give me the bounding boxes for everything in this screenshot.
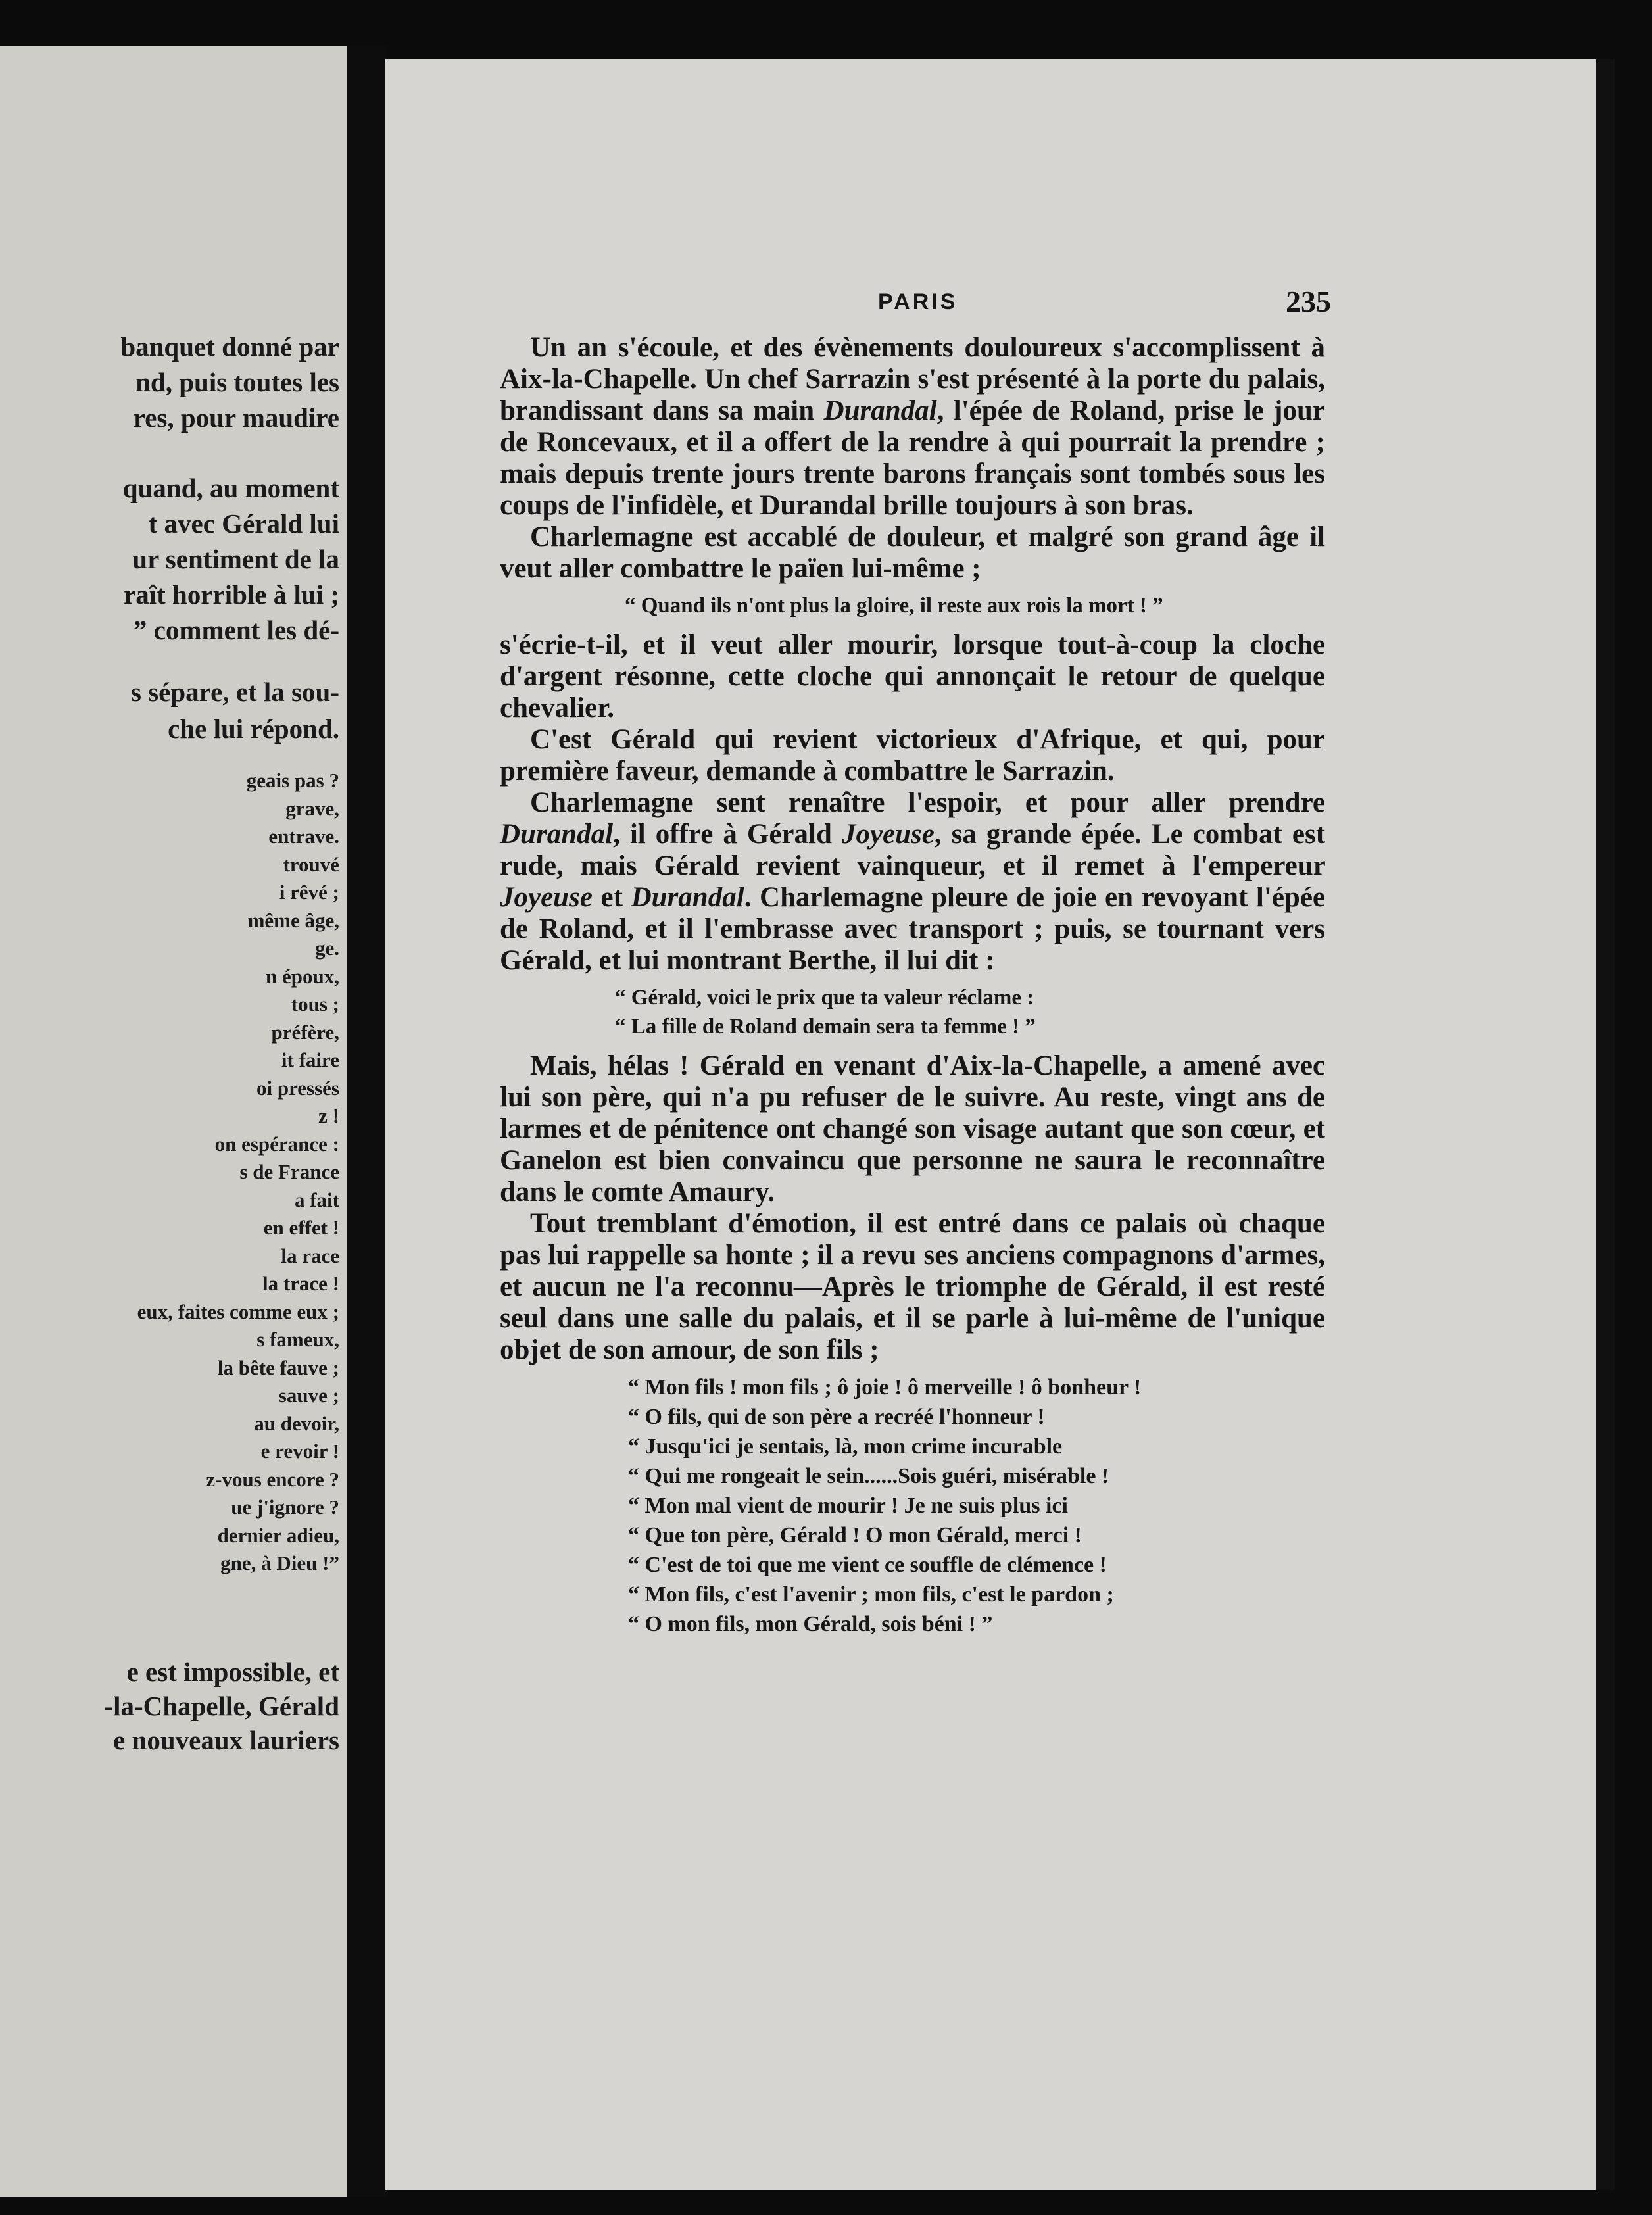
- previous-page-line: eux, faites comme eux ;: [137, 1300, 339, 1323]
- verse-line: “ O mon fils, mon Gérald, sois béni ! ”: [628, 1612, 993, 1636]
- previous-page-line: entrave.: [268, 825, 339, 848]
- verse-line: “ O fils, qui de son père a recréé l'honneur !: [628, 1405, 1045, 1429]
- page-gutter: [347, 46, 387, 2197]
- previous-page-line: la race: [281, 1244, 339, 1267]
- verse-line: “ Que ton père, Gérald ! O mon Gérald, merci !: [628, 1523, 1082, 1547]
- previous-page-line: s sépare, et la sou-: [131, 677, 339, 707]
- verse-line: “ C'est de toi que me vient ce souffle de clémence !: [628, 1553, 1107, 1577]
- previous-page-line: s de France: [239, 1160, 339, 1183]
- previous-page-line: quand, au moment: [122, 473, 339, 503]
- previous-page-line: i rêvé ;: [279, 881, 339, 904]
- running-head: PARIS: [878, 289, 958, 314]
- previous-page-line: e est impossible, et: [126, 1657, 339, 1687]
- previous-page-line: t avec Gérald lui: [148, 508, 339, 539]
- previous-page-line: z !: [318, 1104, 339, 1127]
- previous-page-line: z-vous encore ?: [206, 1467, 339, 1491]
- verse-line: “ Mon fils, c'est l'avenir ; mon fils, c'est le pardon ;: [628, 1582, 1114, 1607]
- previous-page-line: oi pressés: [256, 1076, 339, 1100]
- previous-page-line: la trace !: [262, 1272, 339, 1295]
- verse-line: “ Mon mal vient de mourir ! Je ne suis plus ici: [628, 1494, 1068, 1518]
- page-header: [385, 285, 1615, 335]
- previous-page-line: raît horrible à lui ;: [124, 579, 339, 610]
- paragraph-4: C'est Gérald qui revient victorieux d'Afrique, et qui, pour première faveur, demande à combattre le Sarrazin.: [500, 724, 1325, 787]
- previous-page-line: nd, puis toutes les: [135, 367, 339, 397]
- paragraph-7: Tout tremblant d'émotion, il est entré dans ce palais où chaque pas lui rappelle sa honte ; il a revu ses anciens compagnons d'armes, et aucun ne l'a reconnu—Après le triomphe de Gérald, il est resté seul dans une salle du palais, et il se parle à lui-même de l'unique objet de son amour, de son fils ;: [500, 1208, 1325, 1365]
- previous-page-line: dernier adieu,: [217, 1523, 339, 1547]
- previous-page-line: même âge,: [247, 908, 339, 932]
- verse-quote-1: [625, 591, 1325, 620]
- page-number: 235: [1286, 285, 1331, 318]
- previous-page-line: gne, à Dieu !”: [220, 1551, 339, 1574]
- verse-line: “ La fille de Roland demain sera ta femme ! ”: [615, 1015, 1036, 1038]
- verse-line: “ Jusqu'ici je sentais, là, mon crime incurable: [628, 1434, 1063, 1459]
- previous-page-line: che lui répond.: [168, 714, 339, 744]
- previous-page-line: s fameux,: [256, 1328, 339, 1351]
- previous-page-line: res, pour maudire: [133, 402, 339, 433]
- book-page: [385, 59, 1615, 2190]
- verse-line: “ Gérald, voici le prix que ta valeur réclame :: [615, 986, 1034, 1010]
- previous-page-line: préfère,: [271, 1020, 339, 1044]
- previous-page-line: e nouveaux lauriers: [113, 1725, 339, 1755]
- paragraph-3: s'écrie-t-il, et il veut aller mourir, lorsque tout-à-coup la cloche d'argent résonne, cette cloche qui annonçait le retour de quelque chevalier.: [500, 629, 1325, 723]
- previous-page-line: grave,: [285, 796, 339, 820]
- previous-page-line: la bête fauve ;: [217, 1355, 339, 1379]
- previous-page-line: ” comment les dé-: [133, 615, 339, 645]
- verse-line: “ Mon fils ! mon fils ; ô joie ! ô merveille ! ô bonheur !: [628, 1375, 1142, 1400]
- previous-page-line: -la-Chapelle, Gérald: [104, 1691, 339, 1721]
- previous-page-line: it faire: [281, 1048, 339, 1071]
- previous-page-line: au devoir,: [254, 1411, 339, 1435]
- previous-page-line: sauve ;: [278, 1384, 339, 1407]
- previous-page-line: banquet donné par: [120, 331, 339, 362]
- previous-page-line: e revoir !: [260, 1440, 339, 1463]
- previous-page-line: geais pas ?: [246, 769, 339, 792]
- page-edge: [1596, 59, 1615, 2190]
- paragraph-1: Un an s'écoule, et des évènements douloureux s'accomplissent à Aix-la-Chapelle. Un chef Sarrazin s'est présenté à la porte du palais, brandissant dans sa main Durandal, l'épée de Roland, prise le jour de Roncevaux, et il a offert de la rendre à qui pourrait la prendre ; mais depuis trente jours trente barons français sont tombés sous les coups de l'infidèle, et Durandal brille toujours à son bras.: [500, 332, 1325, 521]
- previous-page-line: ue j'ignore ?: [231, 1496, 339, 1519]
- previous-page-line: a fait: [294, 1188, 339, 1211]
- previous-page-fragment: [0, 46, 347, 2197]
- verse-line: “ Quand ils n'ont plus la gloire, il reste aux rois la mort ! ”: [625, 594, 1163, 618]
- previous-page-line: ge.: [314, 937, 339, 960]
- previous-page-line: tous ;: [291, 992, 339, 1015]
- previous-page-line: en effet !: [263, 1216, 339, 1239]
- previous-page-line: ur sentiment de la: [132, 544, 339, 574]
- previous-page-line: on espérance :: [214, 1132, 339, 1156]
- verse-quote-2: [615, 983, 1325, 1041]
- verse-line: “ Qui me rongeait le sein......Sois guéri, misérable !: [628, 1464, 1109, 1488]
- verse-quote-3: [628, 1373, 1325, 1639]
- paragraph-2: Charlemagne est accablé de douleur, et malgré son grand âge il veut aller combattre le païen lui-même ;: [500, 522, 1325, 584]
- paragraph-6: Mais, hélas ! Gérald en venant d'Aix-la-Chapelle, a amené avec lui son père, qui n'a pu refuser de le suivre. Au reste, vingt ans de larmes et de pénitence ont changé son visage autant que son cœur, et Ganelon est bien convaincu que personne ne saura le reconnaître dans le comte Amaury.: [500, 1050, 1325, 1207]
- previous-page-line: trouvé: [283, 852, 339, 876]
- page-body: [500, 332, 1325, 1648]
- paragraph-5: Charlemagne sent renaître l'espoir, et pour aller prendre Durandal, il offre à Gérald Joyeuse, sa grande épée. Le combat est rude, mais Gérald revient vainqueur, et il remet à l'empereur Joyeuse et Durandal. Charlemagne pleure de joie en revoyant l'épée de Roland, et il l'embrasse avec transport ; puis, se tournant vers Gérald, et lui montrant Berthe, il lui dit :: [500, 787, 1326, 976]
- previous-page-line: n époux,: [266, 964, 339, 988]
